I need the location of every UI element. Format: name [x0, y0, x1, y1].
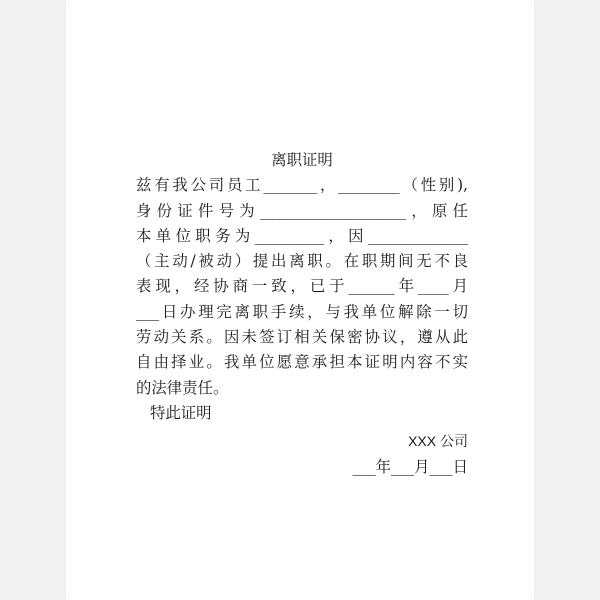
body-line: 劳动关系。因未签订相关保密协议，遵从此	[136, 328, 468, 347]
body-line: 身份证件号为___________________，原任	[136, 201, 468, 220]
body-line: 兹有我公司员工_______，________（性别),	[136, 176, 468, 195]
body-line: 表现，经协商一致，已于______年____月	[136, 277, 468, 296]
company-signature: XXX 公司	[408, 433, 468, 450]
body-line: 的法律责任。	[136, 378, 229, 397]
body-line: ___日办理完离职手续，与我单位解除一切	[136, 302, 468, 321]
body-line: 自由择业。我单位愿意承担本证明内容不实	[136, 353, 468, 372]
document-title: 离职证明	[271, 151, 333, 169]
closing-phrase: 特此证明	[150, 403, 212, 422]
document-body	[136, 148, 468, 480]
signature-date: ___年___月___日	[352, 457, 468, 476]
body-line: （主动/被动）提出离职。在职期间无不良	[136, 252, 468, 271]
body-line: 本单位职务为_________，因_____________	[136, 226, 468, 245]
